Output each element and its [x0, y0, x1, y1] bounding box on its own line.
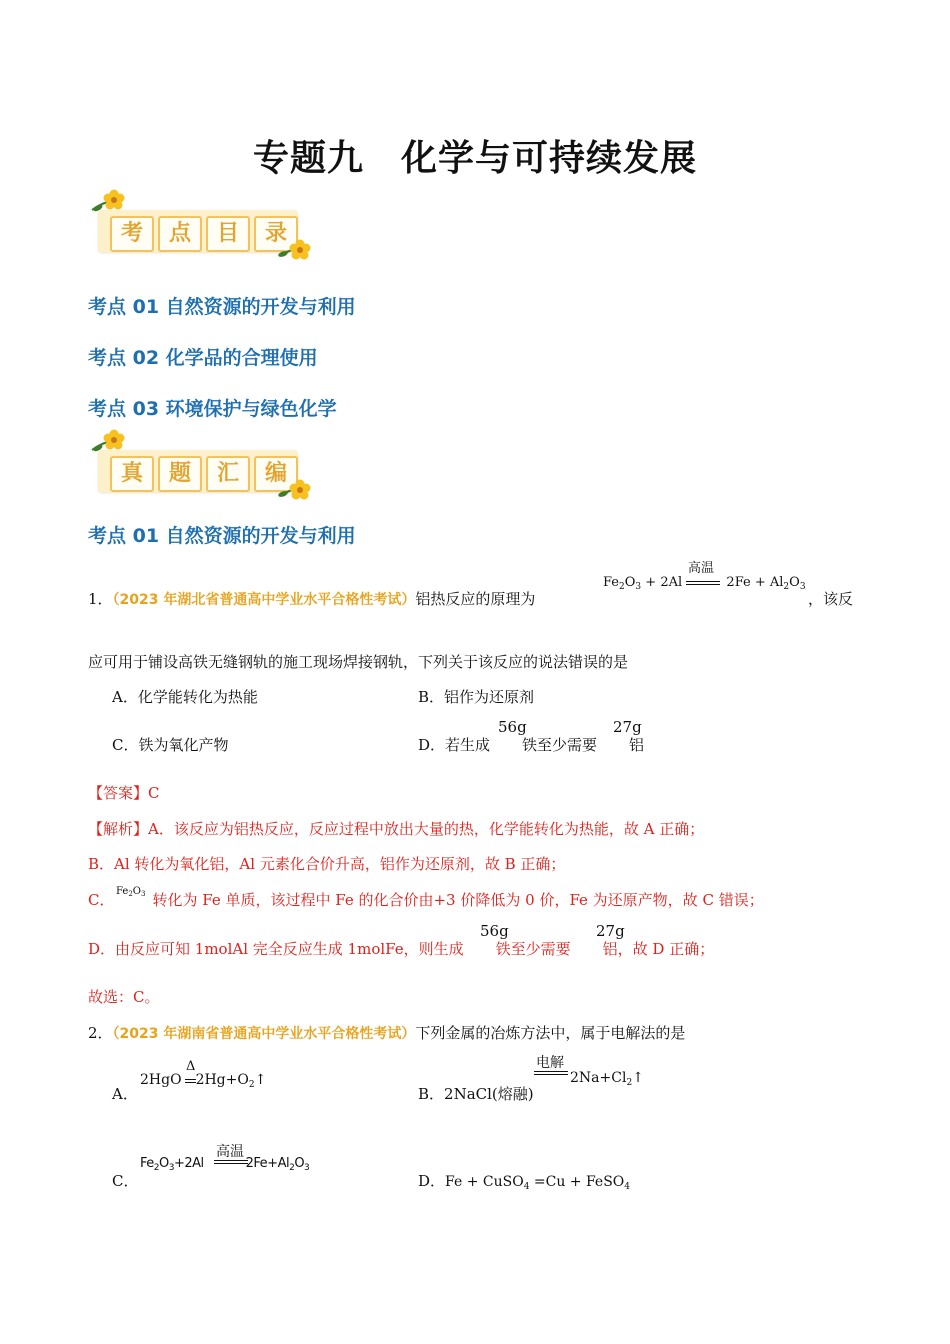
section-heading: 考点 01 自然资源的开发与利用 [88, 525, 356, 547]
analysis-line-1: 【解析】A．该反应为铝热反应，反应过程中放出大量的热，化学能转化为热能，故 A 正确； [88, 820, 705, 838]
option-text: 铝 [629, 736, 645, 754]
q2-option-c-label[interactable]: C． [112, 1172, 139, 1190]
analysis-line-4 [88, 938, 714, 959]
eq-sub: 4 [624, 1182, 631, 1192]
banner-tile: 汇 [206, 456, 250, 492]
banner-tile: 点 [158, 216, 202, 252]
mass-value: 56g [480, 922, 509, 940]
question-number: 2． [88, 1024, 113, 1042]
question-source: （2023 年湖南省普通高中学业水平合格性考试） [112, 1026, 416, 1042]
question-2-line1 [88, 1022, 685, 1043]
eq-sub: 3 [635, 582, 642, 592]
banner-tile: 目 [206, 216, 250, 252]
q2-option-a-label[interactable]: A． [112, 1085, 138, 1103]
option-text: B． [418, 1085, 445, 1103]
option-text: D． [418, 1172, 446, 1190]
eq-text: O [159, 1156, 169, 1171]
analysis-text: C． [88, 891, 115, 909]
eq-text: Fe [116, 886, 129, 897]
question-1-line1 [88, 588, 535, 609]
collection-banner [90, 428, 305, 503]
mass-value: 27g [596, 922, 625, 940]
eq-condition: 高温 [688, 561, 715, 576]
eq-text: 2Fe + Al [726, 575, 784, 590]
eq-double-line [214, 1160, 248, 1164]
flower-icon [276, 236, 314, 266]
eq-condition: Δ [186, 1059, 196, 1074]
toc-item-01[interactable]: 考点 01 自然资源的开发与利用 [88, 296, 356, 318]
eq-sub: 3 [168, 1163, 174, 1173]
option-a[interactable]: A．化学能转化为热能 [112, 688, 258, 706]
toc-item-02[interactable]: 考点 02 化学品的合理使用 [88, 347, 318, 369]
eq-sub: 2 [783, 582, 790, 592]
banner-tile: 录 [254, 216, 298, 252]
up-arrow-icon: ↑ [254, 1072, 267, 1088]
eq-double-line [185, 1079, 196, 1083]
analysis-text: 铁至少需要 [495, 940, 571, 958]
eq-text: Fe [603, 575, 620, 590]
eq-sub: 4 [523, 1182, 530, 1192]
eq-condition: 电解 [536, 1055, 564, 1071]
flower-icon [276, 476, 314, 506]
eq-sub: 2 [153, 1163, 159, 1173]
eq-text: Fe + CuSO [445, 1174, 524, 1190]
mass-value: 56g [498, 718, 527, 736]
eq-text: +2Al [173, 1156, 204, 1171]
eq-text: Fe [140, 1156, 154, 1171]
eq-text: O [132, 886, 141, 897]
banner-tile: 题 [158, 456, 202, 492]
answer: 【答案】C [88, 784, 160, 802]
page-title: 专题九 化学与可持续发展 [252, 138, 697, 179]
analysis-line-2: B．Al 转化为氧化铝，Al 元素化合价升高，铝作为还原剂，故 B 正确； [88, 855, 566, 873]
eq-sub: 2 [248, 1080, 255, 1090]
banner-tile: 编 [254, 456, 298, 492]
eq-text: 2Hg+O [195, 1072, 249, 1088]
banner-tile: 考 [110, 216, 154, 252]
q2-option-a-equation[interactable] [140, 1072, 266, 1090]
toc-banner [90, 188, 305, 263]
analysis-line-5: 故选：C。 [88, 988, 160, 1006]
q2-option-b-product[interactable] [570, 1070, 644, 1088]
toc-item-03[interactable]: 考点 03 环境保护与绿色化学 [88, 398, 337, 420]
eq-text: + 2Al [641, 575, 683, 590]
option-d[interactable] [418, 734, 644, 755]
eq-condition: 高温 [216, 1144, 244, 1160]
eq-text: 2NaCl(熔融) [444, 1085, 534, 1103]
eq-sub: 3 [304, 1163, 310, 1173]
eq-text: 2Fe+Al [245, 1156, 290, 1171]
option-text: 铁至少需要 [522, 736, 598, 754]
analysis-text: 铝，故 D 正确； [602, 940, 715, 958]
eq-sub: 2 [289, 1163, 295, 1173]
eq-text: =Cu + FeSO [529, 1174, 625, 1190]
eq-sub: 2 [128, 890, 133, 898]
eq-sub: 3 [799, 582, 806, 592]
eq-sub: 2 [626, 1078, 633, 1088]
eq-sub: 3 [140, 890, 146, 898]
analysis-text: D．由反应可知 1molAl 完全反应生成 1molFe，则生成 [88, 940, 464, 958]
analysis-text: 转化为 Fe 单质，该过程中 Fe 的化合价由+3 价降低为 0 价，Fe 为还原产物，故 C 错误； [152, 891, 764, 909]
option-b[interactable]: B．铝作为还原剂 [418, 688, 535, 706]
eq-text: O [624, 575, 636, 590]
question-stem-cont: ，该反 [808, 590, 854, 608]
eq-double-line [534, 1071, 568, 1075]
formula-fe2o3 [116, 886, 145, 898]
eq-text: O [789, 575, 800, 590]
q2-option-b-label[interactable] [418, 1083, 534, 1104]
eq-sub: 2 [619, 582, 625, 592]
question-source: （2023 年湖北省普通高中学业水平合格性考试） [112, 592, 416, 608]
eq-text: 2Na+Cl [570, 1070, 627, 1086]
question-stem: 下列金属的冶炼方法中，属于电解法的是 [415, 1024, 686, 1042]
question-stem: 铝热反应的原理为 [415, 590, 536, 608]
eq-double-line [686, 581, 720, 585]
option-c[interactable]: C．铁为氧化产物 [112, 736, 229, 754]
option-text: D．若生成 [418, 736, 491, 754]
eq-text: O [294, 1156, 305, 1171]
question-number: 1． [88, 590, 113, 608]
banner-tile: 真 [110, 456, 154, 492]
analysis-line-3 [88, 889, 764, 910]
q2-option-d[interactable] [418, 1170, 630, 1192]
eq-text: 2HgO [140, 1072, 182, 1088]
question-stem-line2: 应可用于铺设高铁无缝钢轨的施工现场焊接钢轨，下列关于该反应的说法错误的是 [88, 653, 629, 671]
up-arrow-icon: ↑ [632, 1070, 644, 1086]
mass-value: 27g [613, 718, 642, 736]
